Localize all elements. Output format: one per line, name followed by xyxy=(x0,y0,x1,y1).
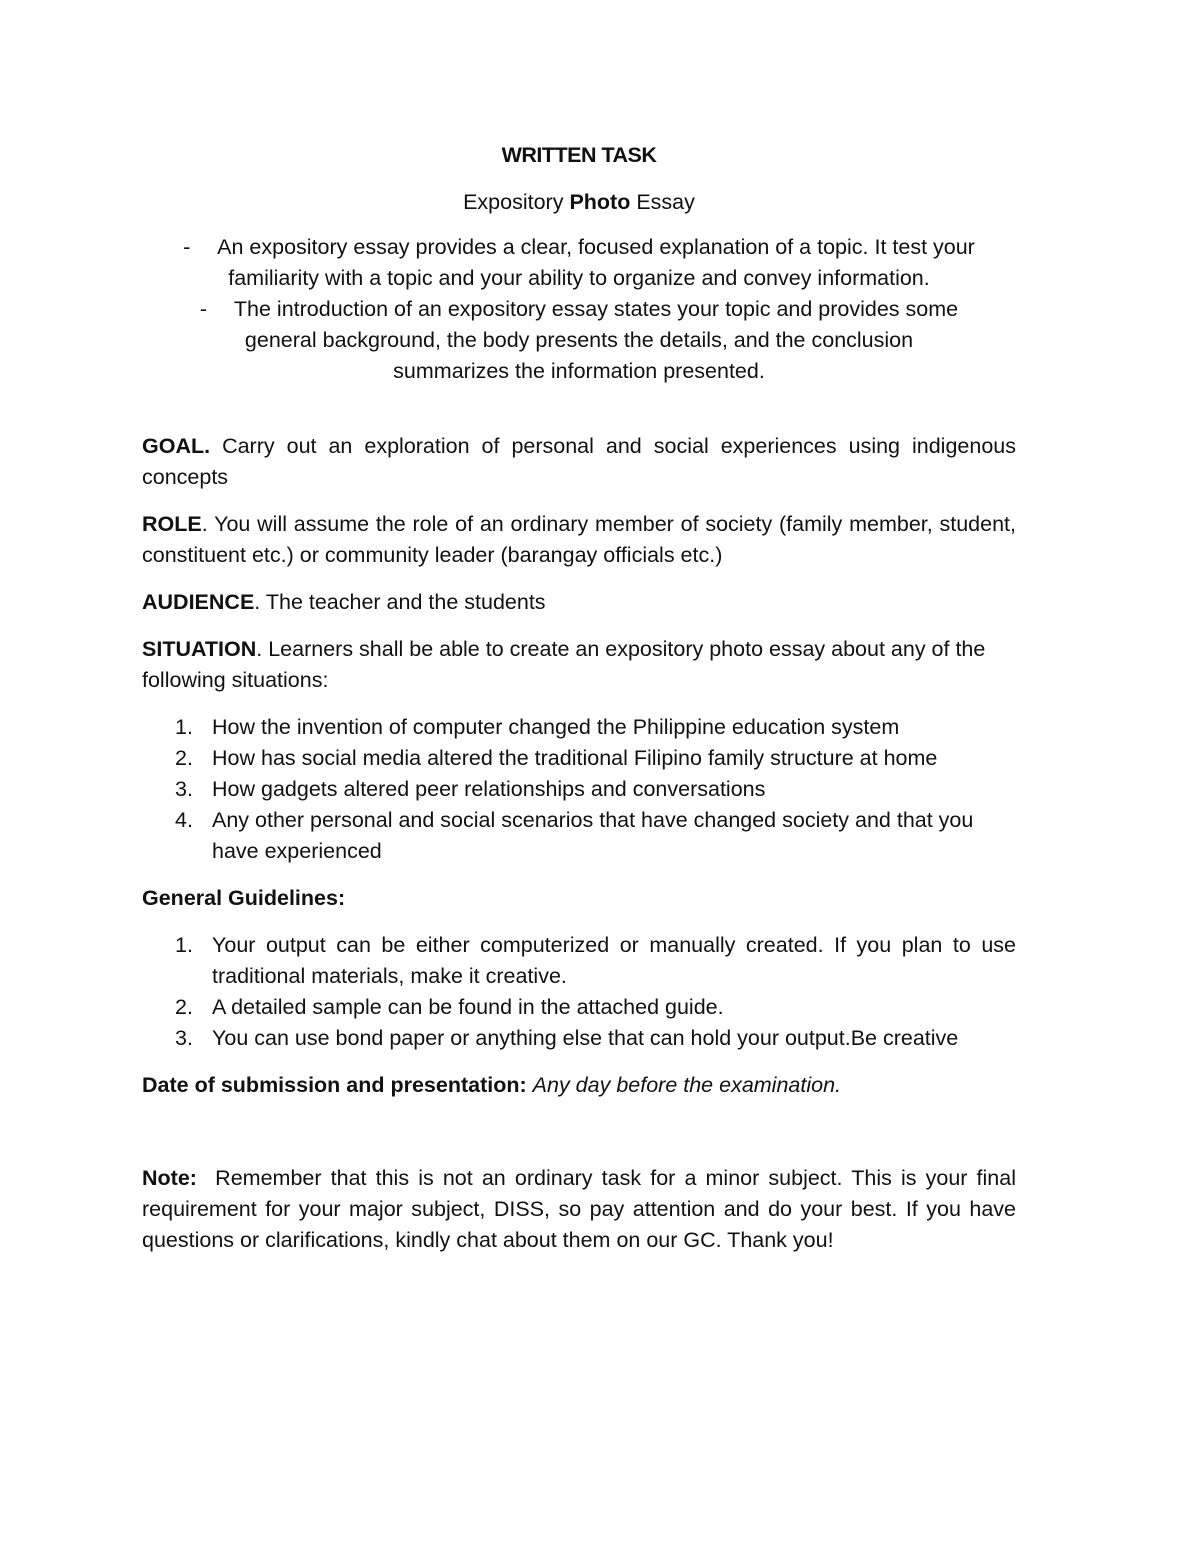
list-item xyxy=(142,712,1016,743)
list-item xyxy=(142,1023,1016,1054)
guidelines-list xyxy=(142,930,1016,1054)
document-title: WRITTEN TASK xyxy=(501,143,657,167)
intro-point-line: summarizes the information presented. xyxy=(393,359,765,383)
goal-label: GOAL. xyxy=(142,434,211,458)
list-item-text: A detailed sample can be found in the attached guide. xyxy=(212,995,724,1019)
list-number: 1. xyxy=(175,715,193,739)
audience-label: AUDIENCE xyxy=(142,590,255,614)
intro-point-line: general background, the body presents the details, and the conclusion xyxy=(244,328,914,352)
list-item-text: You can use bond paper or anything else that can hold your output.Be creative xyxy=(212,1026,959,1050)
guidelines-heading: General Guidelines: xyxy=(142,886,346,910)
list-item-text: How gadgets altered peer relationships and conversations xyxy=(212,777,766,801)
document-content xyxy=(142,140,1022,1256)
list-item xyxy=(142,930,1016,992)
list-number: 2. xyxy=(175,995,193,1019)
note-paragraph xyxy=(142,1163,1022,1256)
list-number: 1. xyxy=(175,933,193,957)
list-item-text: Any other personal and social scenarios that have changed society and that you have experienced xyxy=(212,808,974,863)
intro-point xyxy=(142,232,1016,294)
subtitle-part2: Essay xyxy=(630,190,695,214)
situation-list xyxy=(142,712,1016,867)
list-number: 3. xyxy=(175,1026,193,1050)
intro-point-line xyxy=(142,294,1016,325)
submission-label: Date of submission and presentation: xyxy=(142,1073,527,1097)
audience-paragraph xyxy=(142,587,1016,618)
role-text: . You will assume the role of an ordinary member of society (family member, student, constituent etc.) or community leader (barangay officials etc.) xyxy=(142,512,1016,567)
note-label: Note: xyxy=(142,1166,197,1190)
audience-text: . The teacher and the students xyxy=(254,590,546,614)
list-number: 3. xyxy=(175,777,193,801)
intro-point xyxy=(142,294,1016,387)
intro-point-text: The introduction of an expository essay states your topic and provides some xyxy=(233,297,959,321)
intro-point-text: An expository essay provides a clear, focused explanation of a topic. It test your xyxy=(217,235,975,259)
list-number: 2. xyxy=(175,746,193,770)
goal-paragraph xyxy=(142,431,1016,493)
subtitle-bold: Photo xyxy=(569,190,631,214)
list-item xyxy=(142,743,1016,774)
list-item xyxy=(142,805,1016,867)
list-item-text: How has social media altered the traditional Filipino family structure at home xyxy=(212,746,938,770)
intro-point-line: familiarity with a topic and your ability to organize and convey information. xyxy=(228,266,930,290)
situation-paragraph xyxy=(142,634,1016,696)
goal-text: Carry out an exploration of personal and social experiences using indigenous concepts xyxy=(142,434,1016,489)
list-item xyxy=(142,992,1016,1023)
list-item-text: Your output can be either computerized or manually created. If you plan to use traditional materials, make it creative. xyxy=(212,933,1016,988)
list-number: 4. xyxy=(175,808,193,832)
situation-label: SITUATION xyxy=(142,637,257,661)
situation-text: . Learners shall be able to create an expository photo essay about any of the following situations: xyxy=(142,637,986,692)
list-item xyxy=(142,774,1016,805)
document-subtitle xyxy=(142,187,1016,218)
list-item-text: How the invention of computer changed the Philippine education system xyxy=(212,715,900,739)
dash-marker: - xyxy=(199,297,208,321)
note-text: Remember that this is not an ordinary task for a minor subject. This is your final requirement for your major subject, DISS, so pay attention and do your best. If you have questions or clarifications, kindly chat about them on our GC. Thank you! xyxy=(142,1166,1022,1252)
subtitle-part1: Expository xyxy=(463,190,570,214)
submission-paragraph xyxy=(142,1070,1016,1101)
role-label: ROLE xyxy=(142,512,202,536)
role-paragraph xyxy=(142,509,1016,571)
submission-date: Any day before the examination. xyxy=(532,1073,842,1097)
dash-marker: - xyxy=(183,235,191,259)
intro-points xyxy=(142,232,1016,387)
intro-point-line xyxy=(142,232,1016,263)
